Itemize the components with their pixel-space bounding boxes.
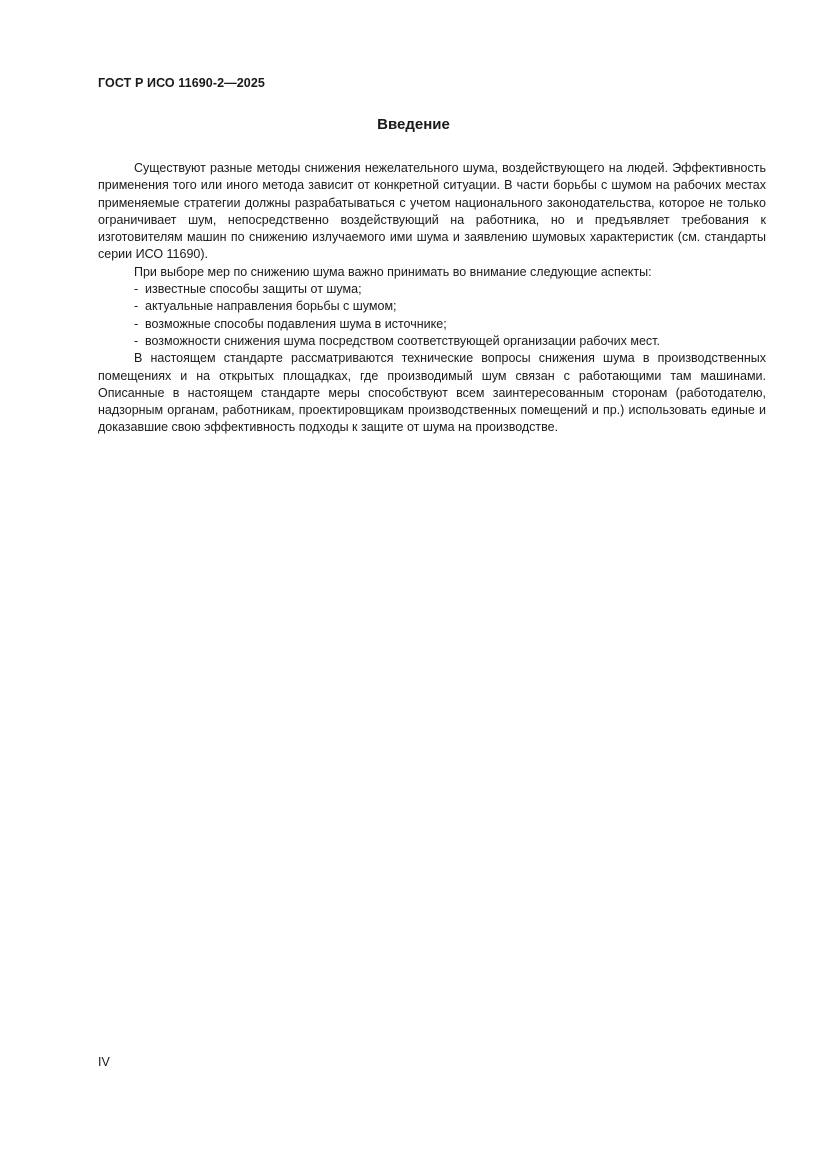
- list-item: [134, 281, 766, 298]
- list-dash: -: [134, 282, 139, 297]
- document-code: ГОСТ Р ИСО 11690-2—2025: [98, 76, 265, 90]
- list-item-text: возможности снижения шума посредством соответствующей организации рабочих мест.: [145, 333, 660, 348]
- list-dash: -: [134, 299, 139, 314]
- page-number: IV: [98, 1055, 110, 1069]
- section-title: Введение: [377, 116, 450, 133]
- list-dash: -: [134, 316, 139, 331]
- list-dash: -: [134, 333, 139, 348]
- list-item-text: актуальные направления борьбы с шумом;: [145, 299, 397, 314]
- paragraph-scope: В настоящем стандарте рассматриваются технические вопросы снижения шума в производственных помещениях и на открытых площадках, где производимый шум связан с работающими там машинами. Описанные в настоящем стандарте меры способствуют всем заинтересованным сторонам (работодателю, надзорным органам, работникам, проектировщикам производственных помещений и пр.) использовать единые и доказавшие свою эффективность подходы к защите от шума на производстве.: [98, 351, 766, 435]
- body-text: [98, 160, 766, 437]
- list-item: [134, 298, 766, 315]
- list-item: [134, 333, 766, 350]
- list-item: [134, 316, 766, 333]
- list-item-text: возможные способы подавления шума в источнике;: [145, 316, 447, 331]
- paragraph-aspects-lead: При выборе мер по снижению шума важно принимать во внимание следующие аспекты:: [134, 264, 652, 279]
- list-item-text: известные способы защиты от шума;: [145, 282, 362, 297]
- aspects-list: [98, 281, 766, 350]
- paragraph-intro: Существуют разные методы снижения нежелательного шума, воздействующего на людей. Эффективность применения того или иного метода зависит от конкретной ситуации. В части борьбы с шумом на рабочих местах применяемые стратегии должны разрабатываться с учетом национального законодательства, которое не только ограничивает шум, непосредственно воздействующий на работника, но и предъявляет требования к изготовителям машин по снижению излучаемого ими шума и заявлению шумовых характеристик (см. стандарты серии ИСО 11690).: [98, 161, 766, 262]
